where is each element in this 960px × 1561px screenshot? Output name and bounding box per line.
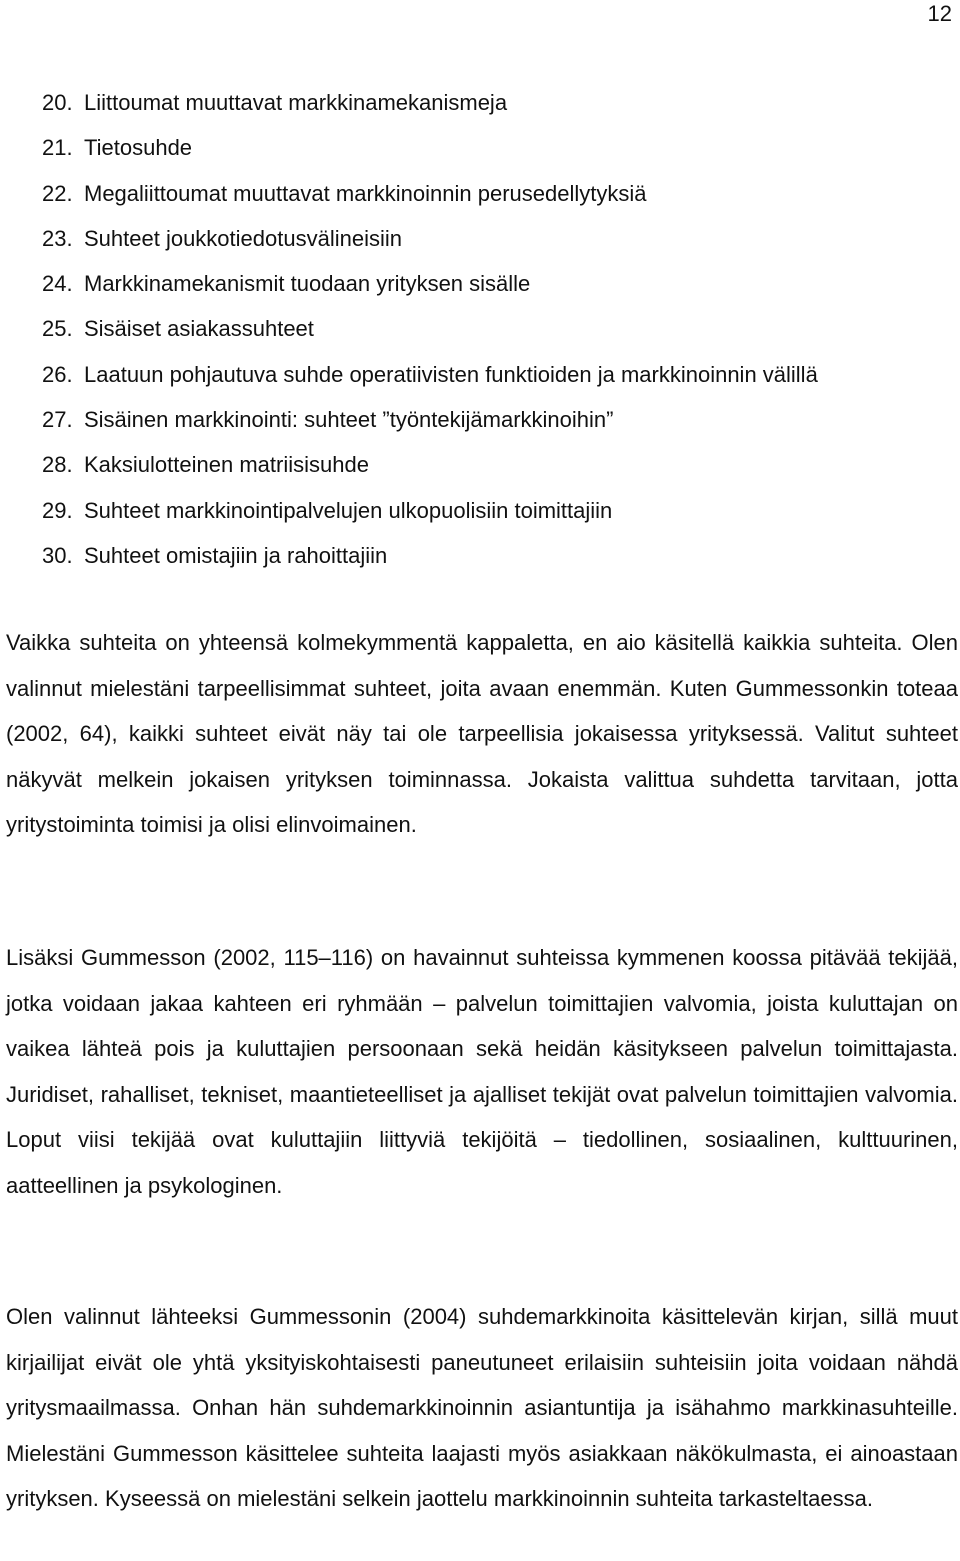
list-item: [42, 125, 818, 170]
list-item-number: 29.: [42, 497, 73, 523]
list-item-text: Laatuun pohjautuva suhde operatiivisten funktioiden ja markkinoinnin välillä: [84, 361, 818, 387]
list-item-number: 21.: [42, 135, 73, 161]
list-item-number: 28.: [42, 452, 73, 478]
list-item-text: Suhteet joukkotiedotusvälineisiin: [84, 225, 402, 251]
body-paragraph: Vaikka suhteita on yhteensä kolmekymmentä kappaletta, en aio käsitellä kaikkia suhteita. Olen valinnut mielestäni tarpeellisimmat suhteet, joita avaan enemmän. Kuten Gummessonkin toteaa (2002, 64), kaikki suhteet eivät näy tai ole tarpeellisia jokaisessa yrityksessä. Valitut suhteet näkyvät melkein jokaisen yrityksen toiminnassa. Jokaista valittua suhdetta tarvitaan, jotta yritystoiminta toimisi ja olisi elinvoimainen.: [6, 630, 958, 838]
list-item: [42, 80, 818, 125]
list-item: [42, 216, 818, 261]
list-item-text: Suhteet markkinointipalvelujen ulkopuolisiin toimittajiin: [84, 497, 613, 523]
list-item: [42, 306, 818, 351]
list-item: [42, 171, 818, 216]
list-item: [42, 488, 818, 533]
list-item: [42, 442, 818, 487]
relationship-list: [42, 80, 818, 578]
list-item-text: Suhteet omistajiin ja rahoittajiin: [84, 542, 388, 568]
list-item-text: Kaksiulotteinen matriisisuhde: [84, 452, 369, 478]
list-item: [42, 397, 818, 442]
list-item-text: Markkinamekanismit tuodaan yrityksen sisälle: [84, 271, 531, 297]
list-item-text: Tietosuhde: [84, 135, 193, 161]
list-item-number: 20.: [42, 90, 73, 115]
list-item: [42, 533, 818, 578]
body-paragraph: Olen valinnut lähteeksi Gummessonin (2004) suhdemarkkinoita käsittelevän kirjan, sillä muut kirjailijat eivät ole yhtä yksityiskohtaisesti paneutuneet erilaisiin suhteisiin joita voidaan nähdä yritysmaailmassa. Onhan hän suhdemarkkinoinnin asiantuntija ja isähahmo markkinasuhteille. Mielestäni Gummesson käsittelee suhteita laajasti myös asiakkaan näkökulmasta, ei ainoastaan yrityksen. Kyseessä on mielestäni selkein jaottelu markkinoinnin suhteita tarkasteltaessa.: [6, 1304, 958, 1512]
list-item-number: 24.: [42, 271, 73, 297]
page-number: 12: [927, 1, 952, 26]
list-item: [42, 261, 818, 306]
list-item: [42, 352, 818, 397]
list-item-number: 22.: [42, 180, 73, 206]
list-item-text: Sisäiset asiakassuhteet: [84, 316, 314, 342]
list-item-text: Megaliittoumat muuttavat markkinoinnin perusedellytyksiä: [84, 180, 647, 206]
list-item-number: 26.: [42, 361, 73, 387]
list-item-number: 27.: [42, 407, 73, 433]
body-paragraph: Lisäksi Gummesson (2002, 115–116) on havainnut suhteissa kymmenen koossa pitävää tekijää, jotka voidaan jakaa kahteen eri ryhmään – palvelun toimittajien valvomia, joista kuluttajan on vaikea lähteä pois ja kuluttajien persoonaan sekä heidän käsitykseen palvelun toimittajasta. Juridiset, rahalliset, tekniset, maantieteelliset ja ajalliset tekijät ovat palvelun toimittajien valvomia. Loput viisi tekijää ovat kuluttajiin liittyviä tekijöitä – tiedollinen, sosiaalinen, kulttuurinen, aatteellinen ja psykologinen.: [6, 945, 958, 1198]
list-item-number: 25.: [42, 316, 73, 342]
list-item-text: Sisäinen markkinointi: suhteet ”työntekijämarkkinoihin”: [84, 407, 614, 433]
list-item-number: 30.: [42, 542, 73, 568]
list-item-text: Liittoumat muuttavat markkinamekanismeja: [84, 90, 508, 115]
list-item-number: 23.: [42, 225, 73, 251]
